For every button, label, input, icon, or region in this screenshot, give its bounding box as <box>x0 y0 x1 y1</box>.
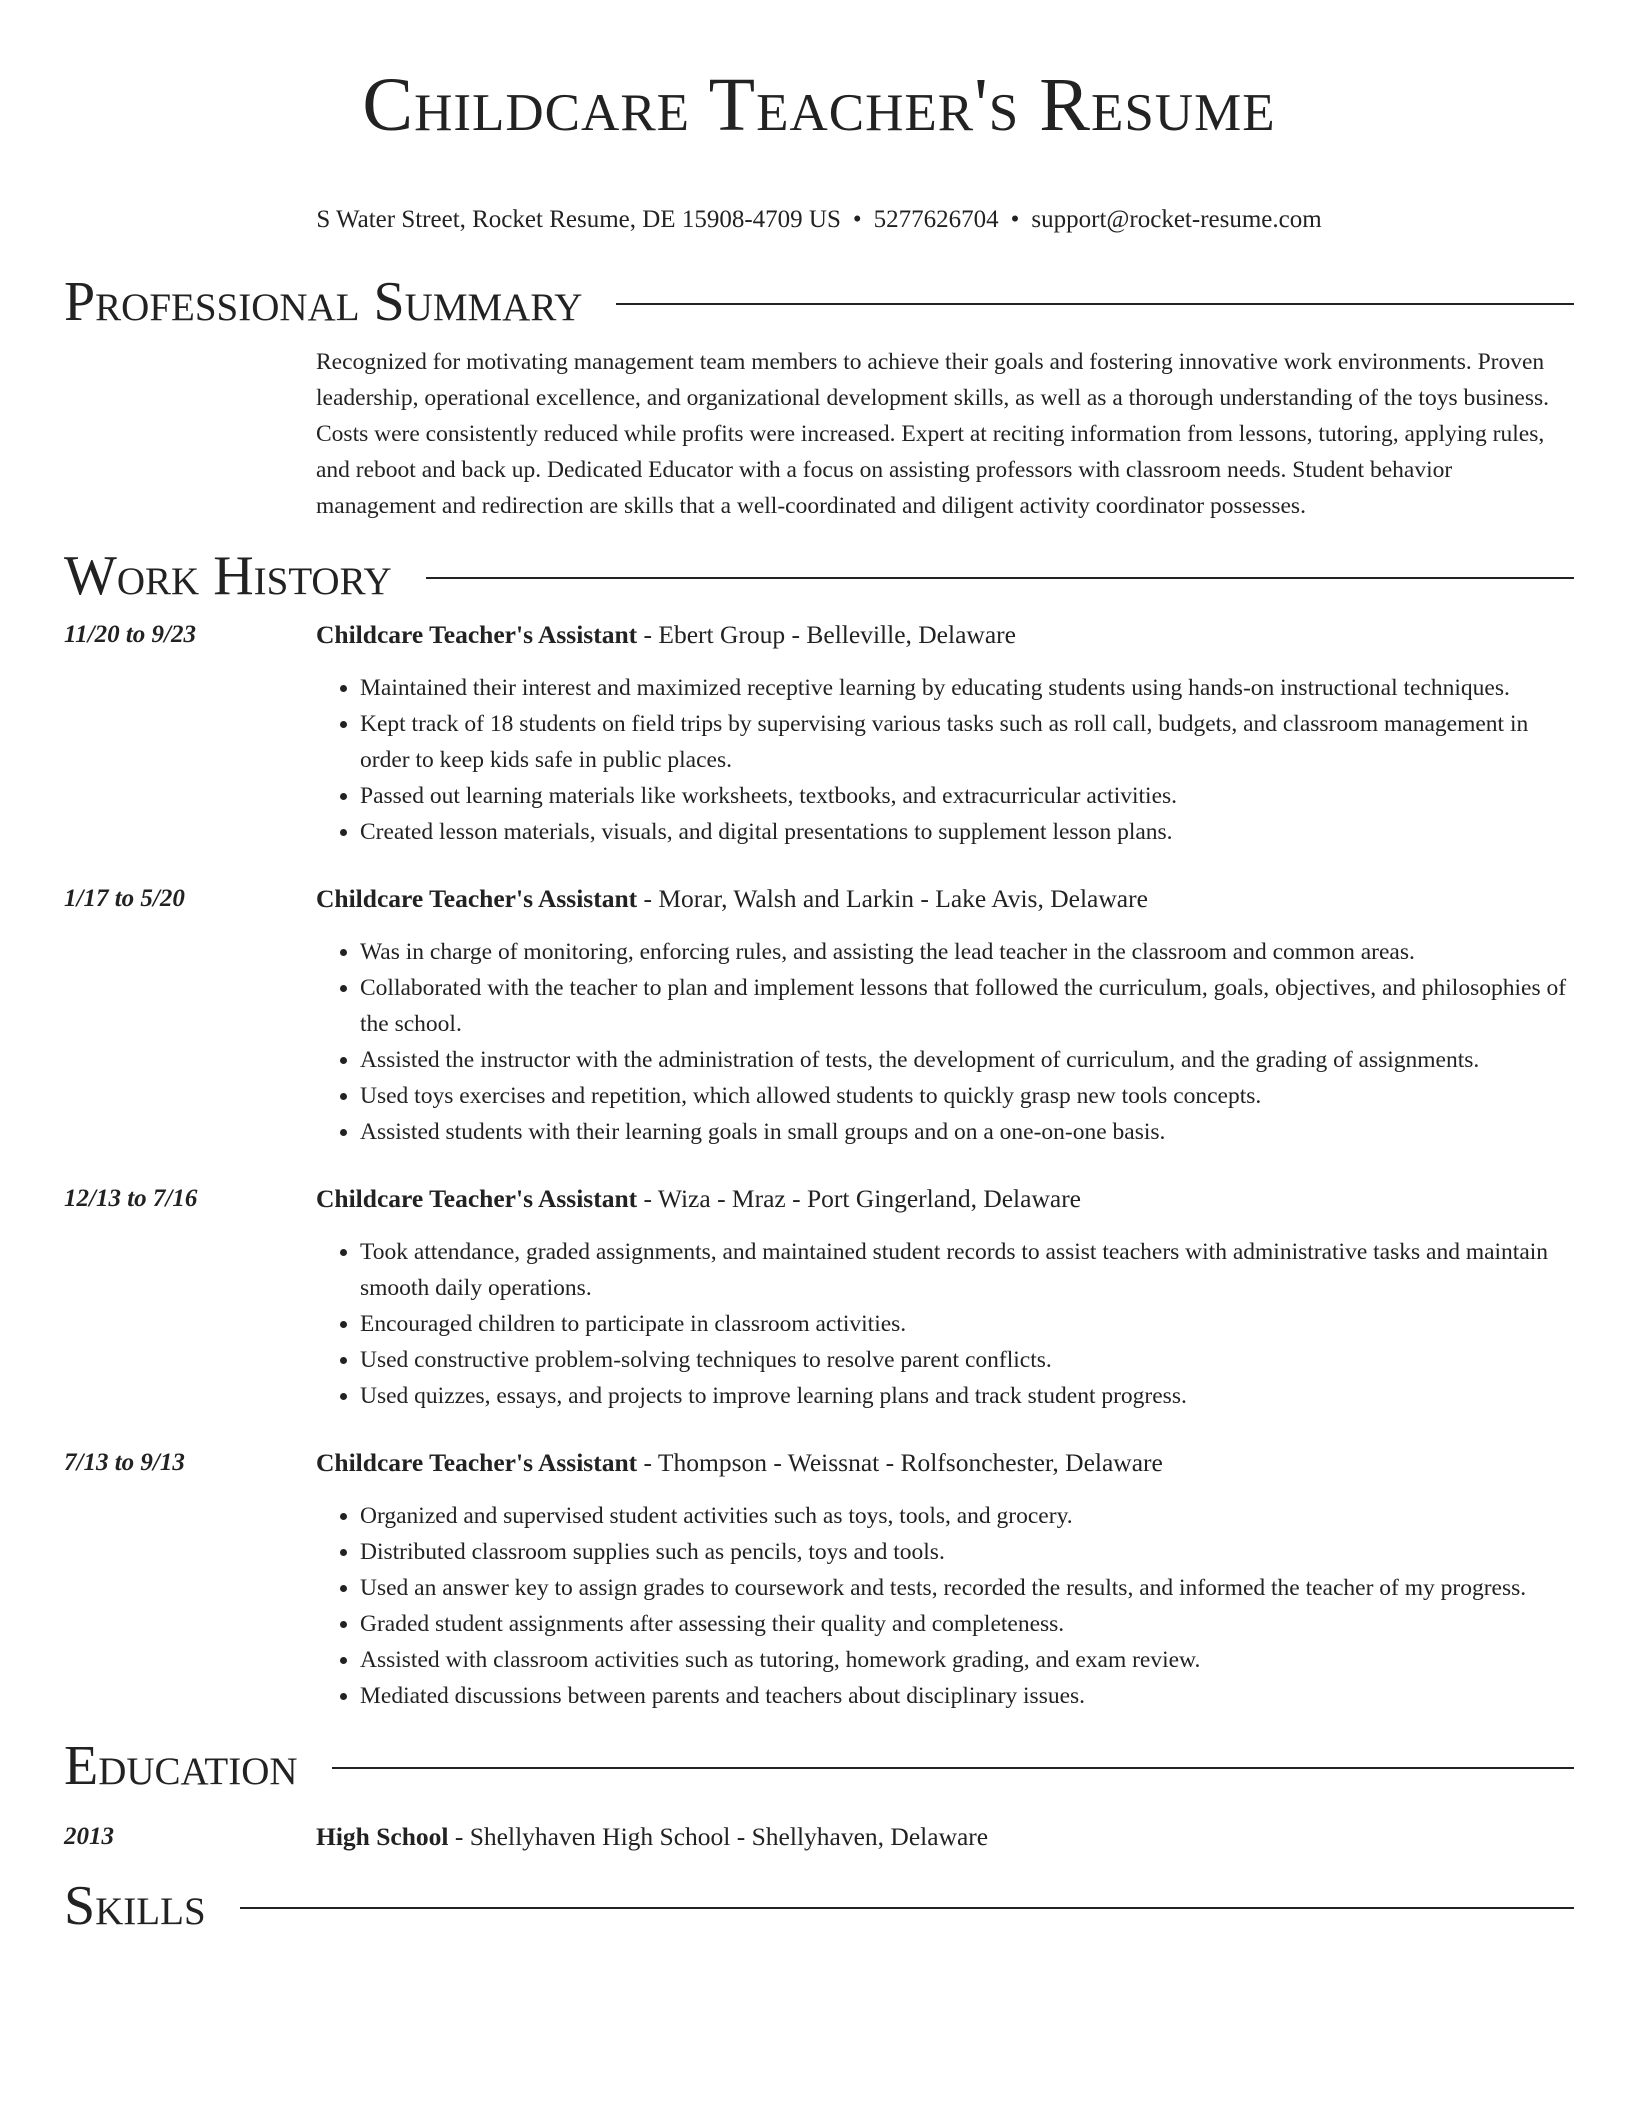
resume-title: Childcare Teacher's Resume <box>362 63 1276 147</box>
work-heading <box>316 882 1574 916</box>
bullet-item: • Used toys exercises and repetition, which allowed students to quickly grasp new tools concepts. <box>360 1078 1574 1114</box>
section-divider <box>426 577 1574 579</box>
degree-title: High School <box>316 1822 449 1851</box>
bullet-item: • Kept track of 18 students on field trips by supervising various tasks such as roll call, budgets, and classroom management in order to keep kids safe in public places. <box>360 706 1574 778</box>
education-section-header <box>64 1734 1574 1798</box>
work-dates: 12/13 to 7/16 <box>64 1185 198 1212</box>
section-title-work: Work History <box>64 545 392 607</box>
job-title: Childcare Teacher's Assistant <box>316 884 638 913</box>
resume-page <box>64 0 1574 1938</box>
bullet-item: • Assisted students with their learning goals in small groups and on a one-on-one basis. <box>360 1114 1574 1150</box>
summary-text: Recognized for motivating management team members to achieve their goals and fostering innovative work environments. Proven leadership, operational excellence, and organizational development skills, as well as a thorough understanding of the toys business. Costs were consistently reduced while profits were increased. Expert at reciting information from lessons, tutoring, applying rules, and reboot and back up. Dedicated Educator with a focus on assisting professors with classroom needs. Student behavior management and redirection are skills that a well-coordinated and diligent activity coordinator possesses. <box>316 349 1549 519</box>
section-title-education: Education <box>64 1735 298 1797</box>
bullet-item: • Used quizzes, essays, and projects to improve learning plans and track student progress. <box>360 1378 1574 1414</box>
section-divider <box>332 1767 1574 1769</box>
work-heading <box>316 1446 1574 1480</box>
section-title-summary: Professional Summary <box>64 271 583 333</box>
work-entry-body <box>316 882 1574 1150</box>
bullet-item: • Used constructive problem-solving techniques to resolve parent conflicts. <box>360 1342 1574 1378</box>
work-entry <box>64 882 1574 1150</box>
job-title: Childcare Teacher's Assistant <box>316 620 638 649</box>
section-title-skills: Skills <box>64 1875 206 1937</box>
section-divider <box>240 1907 1574 1909</box>
education-heading <box>316 1820 1574 1854</box>
work-dates: 11/20 to 9/23 <box>64 621 196 648</box>
work-heading <box>316 1182 1574 1216</box>
work-entry-body <box>316 1446 1574 1714</box>
bullet-item: • Encouraged children to participate in classroom activities. <box>360 1306 1574 1342</box>
work-bullets <box>316 934 1574 1150</box>
work-heading <box>316 618 1574 652</box>
contact-separator: • <box>1010 206 1020 233</box>
employer-details: - Ebert Group - Belleville, Delaware <box>637 620 1016 649</box>
school-details: - Shellyhaven High School - Shellyhaven, Delaware <box>448 1822 989 1851</box>
contact-address: S Water Street, Rocket Resume, DE 15908-4709 US <box>316 206 841 233</box>
bullet-item: • Assisted the instructor with the administration of tests, the development of curriculum, and the grading of assignments. <box>360 1042 1574 1078</box>
employer-details: - Wiza - Mraz - Port Gingerland, Delaware <box>637 1184 1081 1213</box>
work-dates: 7/13 to 9/13 <box>64 1449 185 1476</box>
employer-details: - Morar, Walsh and Larkin - Lake Avis, Delaware <box>637 884 1148 913</box>
bullet-item: • Collaborated with the teacher to plan and implement lessons that followed the curriculum, goals, objectives, and philosophies of the school. <box>360 970 1574 1042</box>
education-year: 2013 <box>64 1823 114 1850</box>
bullet-item: • Was in charge of monitoring, enforcing rules, and assisting the lead teacher in the classroom and common areas. <box>360 934 1574 970</box>
work-bullets <box>316 1234 1574 1414</box>
bullet-item: • Organized and supervised student activities such as toys, tools, and grocery. <box>360 1498 1574 1534</box>
bullet-item: • Created lesson materials, visuals, and digital presentations to supplement lesson plans. <box>360 814 1574 850</box>
employer-details: - Thompson - Weissnat - Rolfsonchester, Delaware <box>637 1448 1163 1477</box>
summary-section-header <box>64 270 1574 334</box>
bullet-item: • Took attendance, graded assignments, and maintained student records to assist teachers with administrative tasks and maintain smooth daily operations. <box>360 1234 1574 1306</box>
work-entry <box>64 618 1574 850</box>
bullet-item: • Graded student assignments after assessing their quality and completeness. <box>360 1606 1574 1642</box>
section-divider <box>616 303 1574 305</box>
bullet-item: • Used an answer key to assign grades to coursework and tests, recorded the results, and informed the teacher of my progress. <box>360 1570 1574 1606</box>
work-entry <box>64 1446 1574 1714</box>
contact-line <box>64 204 1574 236</box>
bullet-item: • Mediated discussions between parents and teachers about disciplinary issues. <box>360 1678 1574 1714</box>
job-title: Childcare Teacher's Assistant <box>316 1448 638 1477</box>
education-entry-body <box>316 1820 1574 1854</box>
work-section-header <box>64 544 1574 608</box>
education-entry <box>64 1820 1574 1854</box>
contact-email: support@rocket-resume.com <box>1031 206 1322 233</box>
skills-section-header <box>64 1874 1574 1938</box>
bullet-item: • Distributed classroom supplies such as pencils, toys and tools. <box>360 1534 1574 1570</box>
work-bullets <box>316 670 1574 850</box>
work-entry <box>64 1182 1574 1414</box>
work-entry-body <box>316 618 1574 850</box>
contact-separator: • <box>852 206 862 233</box>
bullet-item: • Assisted with classroom activities such as tutoring, homework grading, and exam review. <box>360 1642 1574 1678</box>
work-bullets <box>316 1498 1574 1714</box>
work-dates: 1/17 to 5/20 <box>64 885 185 912</box>
job-title: Childcare Teacher's Assistant <box>316 1184 638 1213</box>
bullet-item: • Maintained their interest and maximized receptive learning by educating students using hands-on instructional techniques. <box>360 670 1574 706</box>
contact-phone: 5277626704 <box>873 206 999 233</box>
bullet-item: • Passed out learning materials like worksheets, textbooks, and extracurricular activities. <box>360 778 1574 814</box>
work-entry-body <box>316 1182 1574 1414</box>
